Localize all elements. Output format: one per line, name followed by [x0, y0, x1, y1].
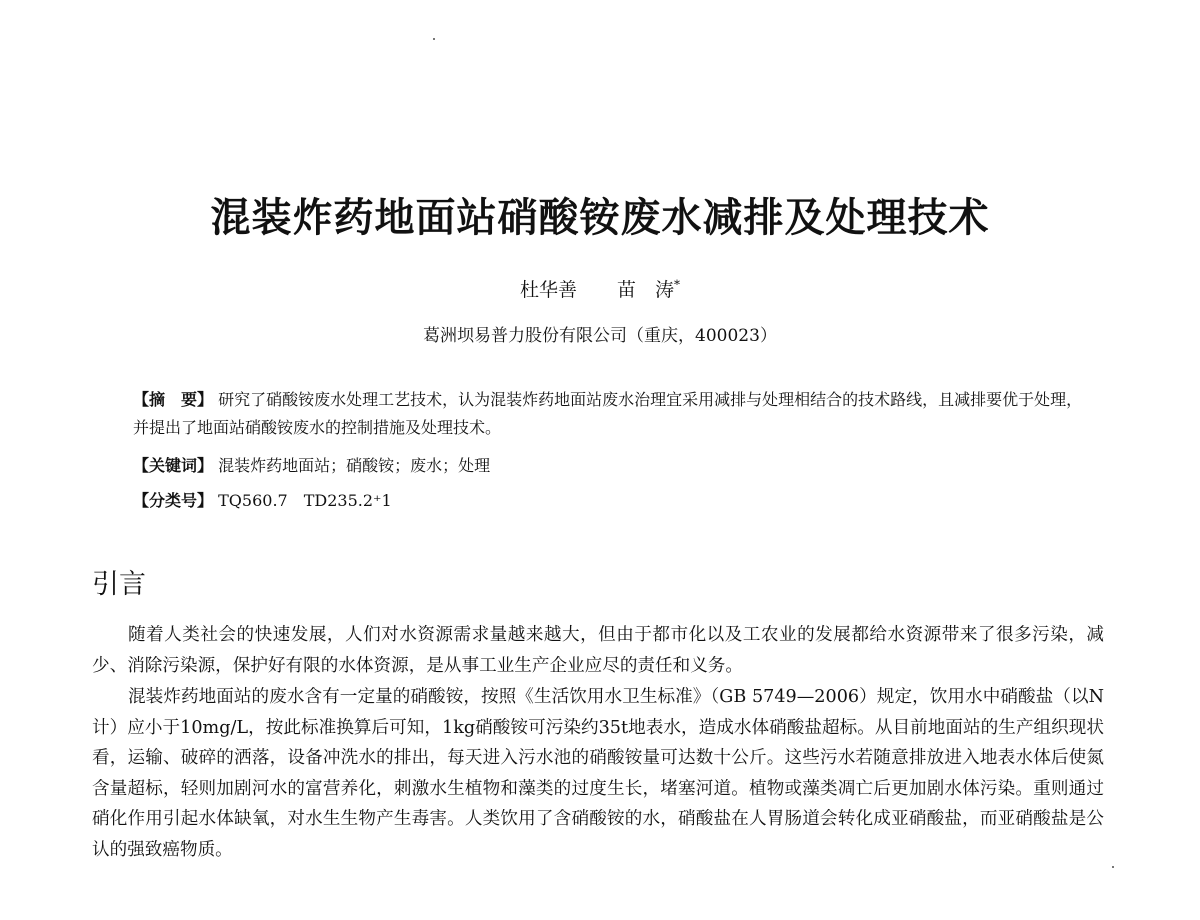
abstract-text: 研究了硝酸铵废水处理工艺技术，认为混装炸药地面站废水治理宜采用减排与处理相结合的技术路线，且减排要优于处理，并提出了地面站硝酸铵废水的控制措施及处理技术。 — [133, 390, 1083, 437]
abstract-label: 【摘 要】 — [133, 390, 214, 409]
article-title: 混装炸药地面站硝酸铵废水减排及处理技术 — [210, 194, 990, 241]
keywords-label: 【关键词】 — [133, 456, 214, 475]
body-paragraph: 混装炸药地面站的废水含有一定量的硝酸铵，按照《生活饮用水卫生标准》（GB 5749—2006）规定，饮用水中硝酸盐（以N计）应小于10mg/L，按此标准换算后可知，1kg硝酸铵可污染约35t地表水，造成水体硝酸盐超标。从目前地面站的生产组织现状看，运输、破碎的洒落，设备冲洗水的排出，每天进入污水池的硝酸铵量可达数十公斤。这些污水若随意排放进入地表水体后使氮含量超标，轻则加剧河水的富营养化，刺激水生植物和藻类的过度生长，堵塞河道。植物或藻类凋亡后更加剧水体污染。重则通过硝化作用引起水体缺氧，对水生生物产生毒害。人类饮用了含硝酸铵的水，硝酸盐在人胃肠道会转化成亚硝酸盐，而亚硝酸盐是公认的强致癌物质。 — [92, 687, 1104, 860]
abstract — [133, 386, 1093, 442]
scan-speck — [1112, 866, 1114, 868]
author-name: 苗 涛 — [617, 279, 675, 301]
classification-text: TQ560.7 TD235.2⁺1 — [218, 491, 392, 510]
classification-label: 【分类号】 — [133, 491, 214, 510]
affiliation: 葛洲坝易普力股份有限公司（重庆，400023） — [423, 326, 777, 346]
section-heading: 引言 — [92, 569, 146, 600]
corresponding-author-mark: * — [674, 277, 681, 292]
classification-number — [133, 487, 1093, 515]
author-line — [0, 276, 1200, 304]
scan-speck — [433, 38, 435, 40]
keywords-text: 混装炸药地面站；硝酸铵；废水；处理 — [218, 456, 491, 475]
author-name: 杜华善 — [519, 279, 577, 301]
body-paragraph: 随着人类社会的快速发展，人们对水资源需求量越来越大，但由于都市化以及工农业的发展都给水资源带来了很多污染，减少、消除污染源，保护好有限的水体资源，是从事工业生产企业应尽的责任和义务。 — [92, 625, 1104, 676]
keywords — [133, 452, 1093, 480]
